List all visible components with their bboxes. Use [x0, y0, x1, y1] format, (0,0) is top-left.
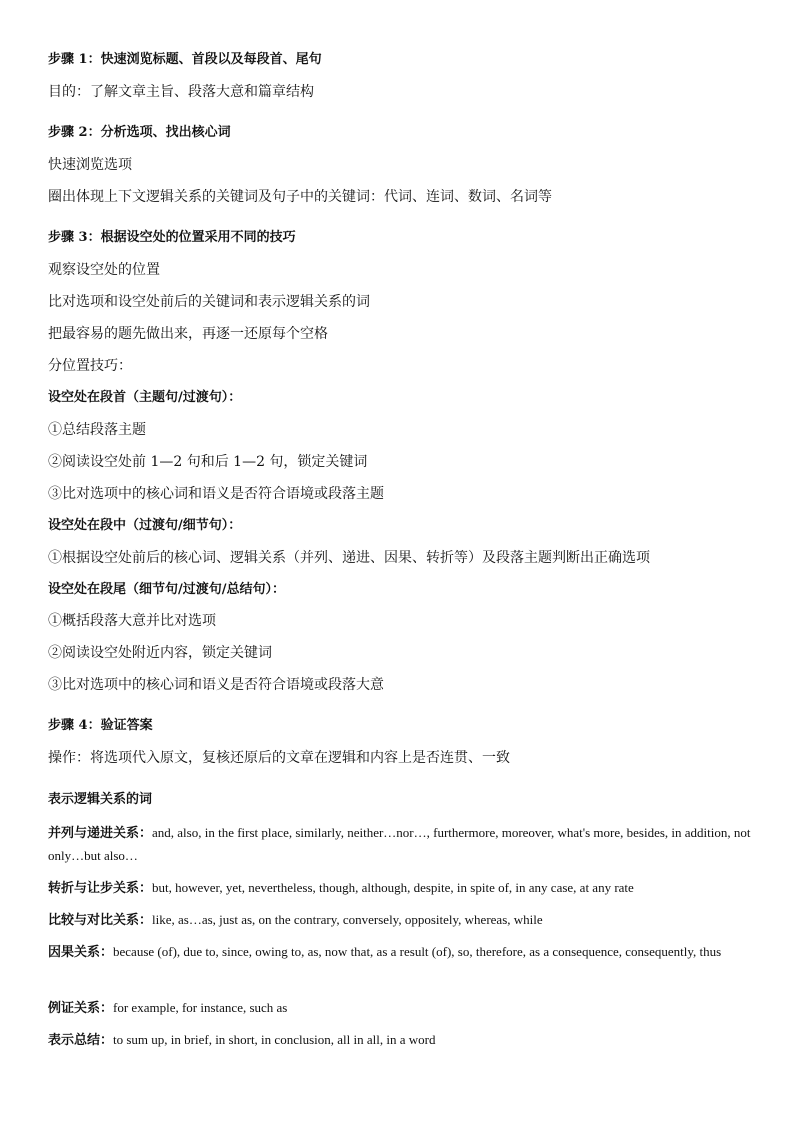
- position-first-heading: 设空处在段首（主题句/过渡句）：: [48, 390, 242, 405]
- position-end-item-2: ②阅读设空处附近内容，锁定关键词: [48, 645, 272, 661]
- position-end-heading: 设空处在段尾（细节句/过渡句/总结句）：: [48, 582, 285, 597]
- logic-item-words: because (of), due to, since, owing to, as, now that, as a result (of), so, therefore, as a consequence, consequently, thus: [113, 944, 722, 959]
- step2-line-2: 圈出体现上下文逻辑关系的关键词及句子中的关键词：代词、连词、数词、名词等: [48, 189, 552, 205]
- logic-item-cause-effect: [48, 941, 754, 964]
- step3-line-3: 把最容易的题先做出来，再逐一还原每个空格: [48, 326, 328, 342]
- logic-item-comparison: [48, 909, 754, 932]
- position-first-item-3: ③比对选项中的核心词和语义是否符合语境或段落主题: [48, 486, 384, 502]
- logic-item-label: 并列与递进关系：: [48, 826, 153, 841]
- logic-item-label: 因果关系：: [48, 945, 114, 960]
- position-end-item-1: ①概括段落大意并比对选项: [48, 613, 216, 629]
- logic-item-label: 例证关系：: [48, 1001, 114, 1016]
- position-middle-heading: 设空处在段中（过渡句/细节句）：: [48, 518, 242, 533]
- logic-item-words: but, however, yet, nevertheless, though, although, despite, in spite of, in any case, at any rate: [152, 880, 634, 895]
- logic-item-label: 比较与对比关系：: [48, 913, 153, 928]
- logic-item-parallel: [48, 822, 754, 868]
- position-end-item-3: ③比对选项中的核心词和语义是否符合语境或段落大意: [48, 677, 384, 693]
- logic-item-label: 表示总结：: [48, 1033, 114, 1048]
- step1-heading: 步骤 1：快速浏览标题、首段以及每段首、尾句: [48, 52, 322, 67]
- logic-item-summary: [48, 1029, 754, 1052]
- step2-line-1: 快速浏览选项: [48, 157, 132, 173]
- step4-line-1: 操作：将选项代入原文，复核还原后的文章在逻辑和内容上是否连贯、一致: [48, 750, 510, 766]
- step4-heading: 步骤 4：验证答案: [48, 718, 153, 733]
- position-first-item-1: ①总结段落主题: [48, 422, 146, 438]
- logic-item-words: and, also, in the first place, similarly, neither…nor…, furthermore, moreover, what's more, besides, in addition, not only…but also…: [48, 825, 751, 863]
- position-first-item-2: ②阅读设空处前 1—2 句和后 1—2 句，锁定关键词: [48, 454, 368, 470]
- step1-purpose: 目的：了解文章主旨、段落大意和篇章结构: [48, 84, 314, 100]
- logic-words-heading: 表示逻辑关系的词: [48, 792, 153, 807]
- logic-item-words: like, as…as, just as, on the contrary, conversely, oppositely, whereas, while: [152, 912, 543, 927]
- logic-item-words: to sum up, in brief, in short, in conclusion, all in all, in a word: [113, 1032, 436, 1047]
- step3-line-2: 比对选项和设空处前后的关键词和表示逻辑关系的词: [48, 294, 370, 310]
- logic-item-words: for example, for instance, such as: [113, 1000, 288, 1015]
- logic-item-label: 转折与让步关系：: [48, 881, 153, 896]
- step3-heading: 步骤 3：根据设空处的位置采用不同的技巧: [48, 230, 296, 245]
- position-middle-item-1: ①根据设空处前后的核心词、逻辑关系（并列、递进、因果、转折等）及段落主题判断出正确选项: [48, 550, 650, 566]
- step3-line-1: 观察设空处的位置: [48, 262, 160, 278]
- step3-line-4: 分位置技巧：: [48, 358, 132, 374]
- step2-heading: 步骤 2：分析选项、找出核心词: [48, 125, 231, 140]
- logic-item-example: [48, 997, 754, 1020]
- logic-item-contrast: [48, 877, 754, 900]
